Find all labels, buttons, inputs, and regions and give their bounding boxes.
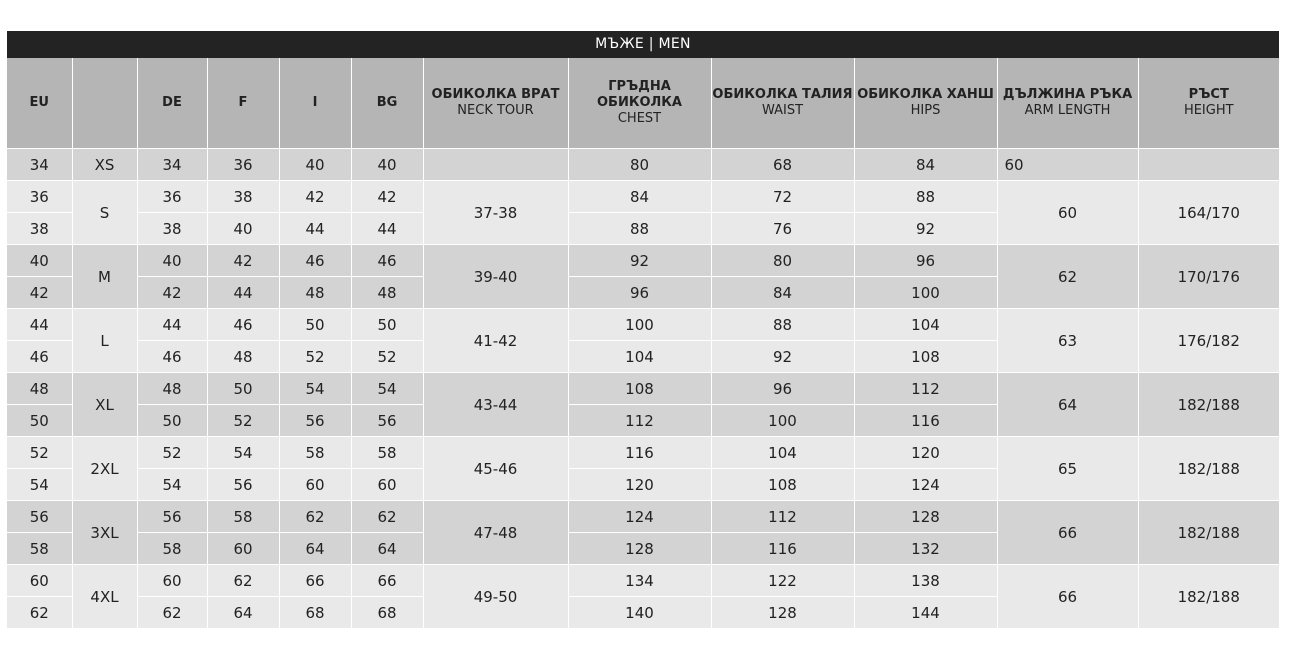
cell-f: 54 xyxy=(207,437,279,469)
cell-i: 66 xyxy=(279,565,351,597)
cell-f: 44 xyxy=(207,277,279,309)
header-f: F xyxy=(207,58,279,149)
cell-f: 50 xyxy=(207,373,279,405)
header-waist: ОБИКОЛКА ТАЛИЯ WAIST xyxy=(711,58,854,149)
cell-height xyxy=(1138,149,1279,181)
header-arm-length: ДЪЛЖИНА РЪКА ARM LENGTH xyxy=(997,58,1138,149)
cell-f: 40 xyxy=(207,213,279,245)
cell-f: 42 xyxy=(207,245,279,277)
cell-neck: 49-50 xyxy=(423,565,568,629)
cell-neck: 37-38 xyxy=(423,181,568,245)
cell-waist: 80 xyxy=(711,245,854,277)
cell-hips: 92 xyxy=(854,213,997,245)
cell-i: 58 xyxy=(279,437,351,469)
cell-arm: 63 xyxy=(997,309,1138,373)
cell-neck: 41-42 xyxy=(423,309,568,373)
cell-chest: 96 xyxy=(568,277,711,309)
cell-f: 38 xyxy=(207,181,279,213)
cell-waist: 100 xyxy=(711,405,854,437)
cell-eu: 48 xyxy=(7,373,72,405)
cell-f: 56 xyxy=(207,469,279,501)
cell-eu: 34 xyxy=(7,149,72,181)
cell-bg: 44 xyxy=(351,213,423,245)
cell-hips: 108 xyxy=(854,341,997,373)
table-row xyxy=(7,437,1279,469)
cell-i: 68 xyxy=(279,597,351,629)
cell-i: 42 xyxy=(279,181,351,213)
cell-de: 54 xyxy=(137,469,207,501)
table-row xyxy=(7,373,1279,405)
cell-chest: 140 xyxy=(568,597,711,629)
cell-eu: 42 xyxy=(7,277,72,309)
cell-chest: 128 xyxy=(568,533,711,565)
size-chart xyxy=(7,31,1279,628)
cell-hips: 124 xyxy=(854,469,997,501)
table-row xyxy=(7,565,1279,597)
cell-arm: 66 xyxy=(997,565,1138,629)
cell-bg: 62 xyxy=(351,501,423,533)
header-neck: ОБИКОЛКА ВРАТ NECK TOUR xyxy=(423,58,568,149)
cell-hips: 138 xyxy=(854,565,997,597)
cell-de: 34 xyxy=(137,149,207,181)
cell-size: 4XL xyxy=(72,565,137,629)
cell-bg: 66 xyxy=(351,565,423,597)
cell-bg: 68 xyxy=(351,597,423,629)
cell-height: 182/188 xyxy=(1138,373,1279,437)
cell-bg: 54 xyxy=(351,373,423,405)
cell-chest: 100 xyxy=(568,309,711,341)
cell-waist: 104 xyxy=(711,437,854,469)
cell-de: 46 xyxy=(137,341,207,373)
cell-arm: 64 xyxy=(997,373,1138,437)
chart-title: МЪЖЕ | MEN xyxy=(7,31,1279,58)
header-hips: ОБИКОЛКА ХАНШ HIPS xyxy=(854,58,997,149)
cell-hips: 112 xyxy=(854,373,997,405)
cell-chest: 104 xyxy=(568,341,711,373)
cell-size: S xyxy=(72,181,137,245)
header-de: DE xyxy=(137,58,207,149)
cell-eu: 62 xyxy=(7,597,72,629)
cell-bg: 52 xyxy=(351,341,423,373)
cell-arm: 60 xyxy=(997,181,1138,245)
cell-waist: 96 xyxy=(711,373,854,405)
cell-arm: 66 xyxy=(997,501,1138,565)
cell-i: 48 xyxy=(279,277,351,309)
cell-f: 60 xyxy=(207,533,279,565)
cell-size: L xyxy=(72,309,137,373)
cell-height: 164/170 xyxy=(1138,181,1279,245)
cell-eu: 46 xyxy=(7,341,72,373)
cell-waist: 68 xyxy=(711,149,854,181)
cell-bg: 48 xyxy=(351,277,423,309)
cell-size: XL xyxy=(72,373,137,437)
cell-hips: 116 xyxy=(854,405,997,437)
table-row xyxy=(7,181,1279,213)
cell-height: 182/188 xyxy=(1138,501,1279,565)
table-row xyxy=(7,309,1279,341)
cell-arm: 62 xyxy=(997,245,1138,309)
cell-waist: 128 xyxy=(711,597,854,629)
cell-waist: 72 xyxy=(711,181,854,213)
cell-neck: 45-46 xyxy=(423,437,568,501)
cell-chest: 134 xyxy=(568,565,711,597)
cell-hips: 132 xyxy=(854,533,997,565)
cell-f: 48 xyxy=(207,341,279,373)
cell-de: 62 xyxy=(137,597,207,629)
cell-f: 58 xyxy=(207,501,279,533)
cell-hips: 120 xyxy=(854,437,997,469)
cell-eu: 52 xyxy=(7,437,72,469)
cell-de: 58 xyxy=(137,533,207,565)
header-chest: ГРЪДНА ОБИКОЛКА CHEST xyxy=(568,58,711,149)
cell-height: 176/182 xyxy=(1138,309,1279,373)
cell-de: 40 xyxy=(137,245,207,277)
cell-i: 56 xyxy=(279,405,351,437)
cell-waist: 116 xyxy=(711,533,854,565)
cell-i: 60 xyxy=(279,469,351,501)
header-size xyxy=(72,58,137,149)
cell-neck: 43-44 xyxy=(423,373,568,437)
cell-f: 36 xyxy=(207,149,279,181)
cell-size: XS xyxy=(72,149,137,181)
cell-bg: 42 xyxy=(351,181,423,213)
cell-bg: 46 xyxy=(351,245,423,277)
cell-i: 50 xyxy=(279,309,351,341)
cell-hips: 88 xyxy=(854,181,997,213)
cell-height: 170/176 xyxy=(1138,245,1279,309)
cell-chest: 116 xyxy=(568,437,711,469)
table-row xyxy=(7,501,1279,533)
cell-chest: 84 xyxy=(568,181,711,213)
cell-hips: 104 xyxy=(854,309,997,341)
cell-i: 62 xyxy=(279,501,351,533)
cell-eu: 44 xyxy=(7,309,72,341)
cell-eu: 38 xyxy=(7,213,72,245)
cell-eu: 54 xyxy=(7,469,72,501)
cell-waist: 112 xyxy=(711,501,854,533)
cell-eu: 50 xyxy=(7,405,72,437)
cell-i: 54 xyxy=(279,373,351,405)
cell-hips: 84 xyxy=(854,149,997,181)
cell-eu: 36 xyxy=(7,181,72,213)
cell-de: 60 xyxy=(137,565,207,597)
cell-f: 46 xyxy=(207,309,279,341)
header-i: I xyxy=(279,58,351,149)
cell-eu: 60 xyxy=(7,565,72,597)
cell-de: 48 xyxy=(137,373,207,405)
cell-de: 36 xyxy=(137,181,207,213)
cell-eu: 58 xyxy=(7,533,72,565)
cell-f: 52 xyxy=(207,405,279,437)
cell-arm: 65 xyxy=(997,437,1138,501)
cell-de: 56 xyxy=(137,501,207,533)
cell-eu: 56 xyxy=(7,501,72,533)
cell-size: M xyxy=(72,245,137,309)
cell-f: 64 xyxy=(207,597,279,629)
cell-eu: 40 xyxy=(7,245,72,277)
cell-de: 50 xyxy=(137,405,207,437)
cell-i: 44 xyxy=(279,213,351,245)
cell-chest: 88 xyxy=(568,213,711,245)
cell-chest: 80 xyxy=(568,149,711,181)
header-row xyxy=(7,58,1279,149)
cell-neck: 47-48 xyxy=(423,501,568,565)
cell-height: 182/188 xyxy=(1138,437,1279,501)
cell-chest: 92 xyxy=(568,245,711,277)
size-table xyxy=(7,58,1279,628)
cell-bg: 64 xyxy=(351,533,423,565)
cell-arm: 60 xyxy=(997,149,1138,181)
cell-chest: 120 xyxy=(568,469,711,501)
cell-i: 52 xyxy=(279,341,351,373)
cell-hips: 144 xyxy=(854,597,997,629)
cell-waist: 108 xyxy=(711,469,854,501)
cell-i: 64 xyxy=(279,533,351,565)
cell-hips: 128 xyxy=(854,501,997,533)
header-eu: EU xyxy=(7,58,72,149)
table-row xyxy=(7,149,1279,181)
cell-chest: 112 xyxy=(568,405,711,437)
cell-waist: 88 xyxy=(711,309,854,341)
cell-height: 182/188 xyxy=(1138,565,1279,629)
cell-neck xyxy=(423,149,568,181)
cell-de: 52 xyxy=(137,437,207,469)
cell-hips: 96 xyxy=(854,245,997,277)
cell-bg: 60 xyxy=(351,469,423,501)
cell-chest: 124 xyxy=(568,501,711,533)
cell-waist: 84 xyxy=(711,277,854,309)
cell-de: 42 xyxy=(137,277,207,309)
header-height: РЪСТ HEIGHT xyxy=(1138,58,1279,149)
cell-hips: 100 xyxy=(854,277,997,309)
header-bg: BG xyxy=(351,58,423,149)
cell-size: 3XL xyxy=(72,501,137,565)
cell-bg: 50 xyxy=(351,309,423,341)
cell-de: 44 xyxy=(137,309,207,341)
cell-chest: 108 xyxy=(568,373,711,405)
cell-waist: 122 xyxy=(711,565,854,597)
cell-size: 2XL xyxy=(72,437,137,501)
cell-f: 62 xyxy=(207,565,279,597)
table-row xyxy=(7,245,1279,277)
cell-i: 40 xyxy=(279,149,351,181)
cell-bg: 40 xyxy=(351,149,423,181)
cell-i: 46 xyxy=(279,245,351,277)
cell-bg: 56 xyxy=(351,405,423,437)
cell-bg: 58 xyxy=(351,437,423,469)
cell-waist: 92 xyxy=(711,341,854,373)
cell-waist: 76 xyxy=(711,213,854,245)
cell-neck: 39-40 xyxy=(423,245,568,309)
cell-de: 38 xyxy=(137,213,207,245)
